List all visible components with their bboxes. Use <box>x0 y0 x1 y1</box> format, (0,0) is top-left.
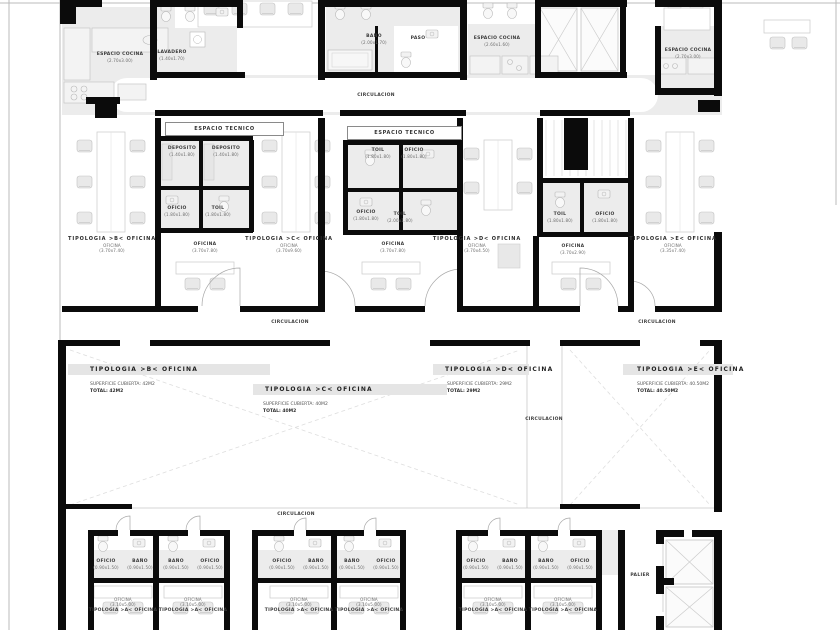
module1-bano-label: BAÑO (0.90x1.50) <box>127 559 153 571</box>
room-label-oficio-1: OFICIO (1.80x1.80) <box>164 206 190 218</box>
corridor-label-mid: CIRCULACION <box>525 417 563 422</box>
typology-e-title-bar: TIPOLOGIA >E< OFICINA <box>623 364 733 375</box>
room-label-oficio-3: OFICIO (1.80x1.80) <box>353 210 379 222</box>
typology-c-title-bar: TIPOLOGIA >C< OFICINA <box>253 384 447 395</box>
room-label-deposito-1: DEPOSITO (1.40x1.80) <box>167 146 197 158</box>
typology-d-room-label: TIPOLOGIA >D< OFICINA OFICINA (3.70x4.50) <box>432 236 522 254</box>
oficina-mid-label-1: OFICINA (3.70x7.80) <box>192 242 218 254</box>
room-label-toil-2: TOIL (1.80x1.80) <box>365 148 391 160</box>
room-label-bano-top: BAÑO (2.00x1.70) <box>361 34 387 46</box>
module5-oficina-label: OFICINA (3.10x5.00) TIPOLOGIA >A< OFICINA <box>458 597 528 613</box>
module2-oficio-label: OFICIO (0.90x1.50) <box>197 559 223 571</box>
typology-c-room-label: TIPOLOGIA >C< OFICINA OFICINA (3.70x9.60) <box>245 236 333 254</box>
typology-d-area-text: SUPERFICIE CUBIERTA: 29M2 TOTAL: 29M2 <box>447 382 512 395</box>
module4-bano-label: BAÑO (0.90x1.50) <box>339 559 365 571</box>
room-label-oficio-2: OFICIO (1.80x1.80) <box>401 148 427 160</box>
room-label-toil-1: TOIL (1.80x1.80) <box>205 206 231 218</box>
corridor-label-2a: CIRCULACION <box>271 320 309 325</box>
module6-bano-label: BAÑO (0.90x1.50) <box>533 559 559 571</box>
room-label-oficio-4: OFICIO (1.80x1.80) <box>592 212 618 224</box>
typology-b-title-bar: TIPOLOGIA >B< OFICINA <box>68 364 270 375</box>
oficina-mid-label-2: OFICINA (3.70x7.80) <box>380 242 406 254</box>
typology-e-room-label: TIPOLOGIA >E< OFICINA OFICINA (3.35x7.40) <box>629 236 717 254</box>
module3-bano-label: BAÑO (0.90x1.50) <box>303 559 329 571</box>
room-label-lavadero: LAVADERO (1.40x1.70) <box>157 50 187 62</box>
module5-oficio-label: OFICIO (0.90x1.50) <box>463 559 489 571</box>
typology-b-room-label: TIPOLOGIA >B< OFICINA OFICINA (3.70x7.40) <box>68 236 156 254</box>
room-label-espacio-cocina-left: ESPACIO COCINA (2.70x3.00) <box>96 52 144 64</box>
oficina-mid-label-3: OFICINA (3.70x2.90) <box>560 244 586 256</box>
room-label-espacio-cocina-mid: ESPACIO COCINA (2.60x1.60) <box>473 36 521 48</box>
typology-c-area-text: SUPERFICIE CUBIERTA: 40M2 TOTAL: 40M2 <box>263 402 328 415</box>
corridor-label-top: CIRCULACION <box>357 93 395 98</box>
module3-oficina-label: OFICINA (3.10x5.00) TIPOLOGIA >A< OFICINA <box>264 597 334 613</box>
module5-bano-label: BAÑO (0.90x1.50) <box>497 559 523 571</box>
typology-d-title-bar: TIPOLOGIA >D< OFICINA <box>433 364 529 375</box>
room-label-espacio-cocina-right: ESPACIO COCINA (2.70x3.00) <box>664 48 712 60</box>
module3-oficio-label: OFICIO (0.90x1.50) <box>269 559 295 571</box>
module2-oficina-label: OFICINA (3.10x5.00) TIPOLOGIA >A< OFICINA <box>158 597 228 613</box>
module4-oficio-label: OFICIO (0.90x1.50) <box>373 559 399 571</box>
room-label-espacio-tecnico-1: ESPACIO TECNICO <box>165 122 284 136</box>
room-label-toil-4: TOIL (1.80x1.80) <box>547 212 573 224</box>
room-label-palier: PALIER <box>630 573 650 578</box>
room-label-deposito-2: DEPOSITO (1.40x1.80) <box>211 146 241 158</box>
room-label-paso: PASO <box>410 36 426 41</box>
corridor-label-2b: CIRCULACION <box>638 320 676 325</box>
typology-b-area-text: SUPERFICIE CUBIERTA: 42M2 TOTAL: 42M2 <box>90 382 155 395</box>
room-label-toil-3: TOIL (2.00x1.80) <box>387 212 413 224</box>
module1-oficio-label: OFICIO (0.90x1.50) <box>93 559 119 571</box>
module2-bano-label: BAÑO (0.90x1.50) <box>163 559 189 571</box>
module4-oficina-label: OFICINA (3.10x5.00) TIPOLOGIA >A< OFICINA <box>334 597 404 613</box>
module1-oficina-label: OFICINA (3.10x5.00) TIPOLOGIA >A< OFICINA <box>88 597 158 613</box>
module6-oficina-label: OFICINA (3.10x5.00) TIPOLOGIA >A< OFICINA <box>528 597 598 613</box>
module6-oficio-label: OFICIO (0.90x1.50) <box>567 559 593 571</box>
corridor-label-bottom: CIRCULACION <box>277 512 315 517</box>
typology-e-area-text: SUPERFICIE CUBIERTA: 40.50M2 TOTAL: 40.50M2 <box>637 382 709 395</box>
room-label-espacio-tecnico-2: ESPACIO TECNICO <box>347 126 462 140</box>
